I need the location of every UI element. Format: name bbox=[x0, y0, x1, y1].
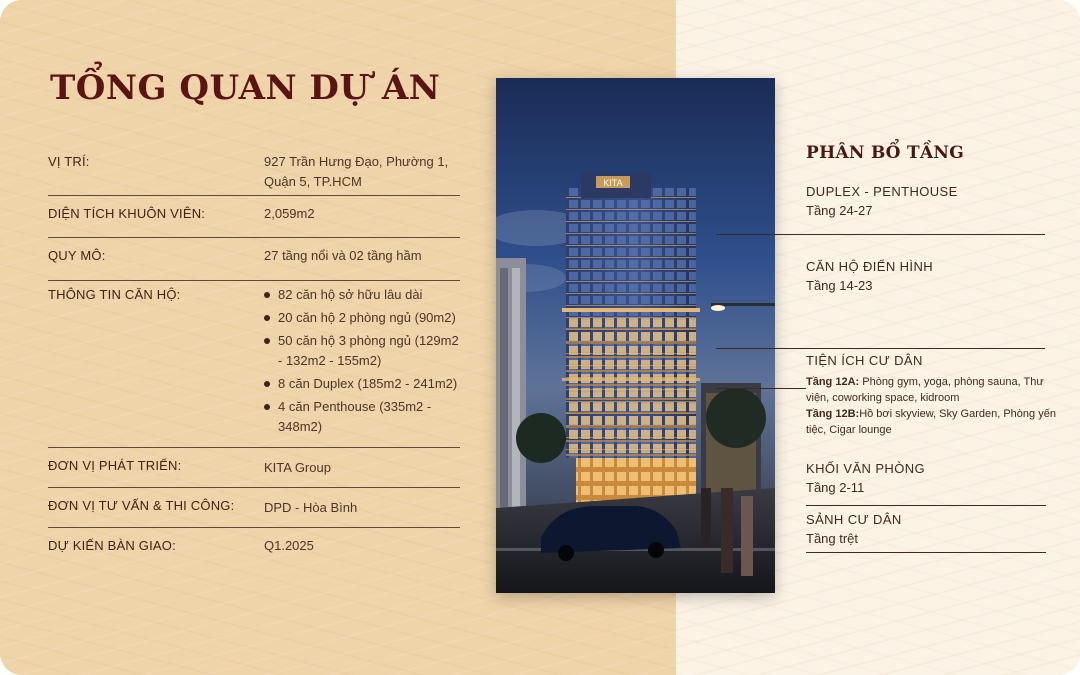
amenity-detail bbox=[806, 374, 1056, 406]
overview-value: Q1.2025 bbox=[264, 538, 314, 553]
floor-range: Tầng 14-23 bbox=[806, 278, 873, 293]
floor-distribution bbox=[806, 0, 1056, 675]
overview-label: ĐƠN VỊ TƯ VẤN & THI CÔNG: bbox=[48, 498, 235, 513]
overview-row-area bbox=[48, 196, 460, 238]
floor-name: DUPLEX - PENTHOUSE bbox=[806, 184, 958, 199]
floor-item-amenities bbox=[806, 352, 1056, 438]
floor-range: Tầng 24-27 bbox=[806, 203, 873, 218]
overview-label: QUY MÔ: bbox=[48, 248, 106, 263]
overview-label: DIỆN TÍCH KHUÔN VIÊN: bbox=[48, 206, 206, 221]
overview-table bbox=[48, 150, 460, 564]
floor-item-lobby bbox=[806, 511, 902, 549]
list-item: 8 căn Duplex (185m2 - 241m2) bbox=[264, 374, 460, 394]
overview-value: 27 tầng nổi và 02 tầng hầm bbox=[264, 248, 422, 263]
floor-name: TIỆN ÍCH CƯ DÂN bbox=[806, 353, 923, 368]
overview-value: DPD - Hòa Bình bbox=[264, 500, 358, 515]
floor-range: Tầng 2-11 bbox=[806, 480, 865, 495]
overview-label: DỰ KIẾN BÀN GIAO: bbox=[48, 538, 176, 553]
list-item: 4 căn Penthouse (335m2 - 348m2) bbox=[264, 397, 460, 437]
floor-name: SẢNH CƯ DÂN bbox=[806, 512, 902, 527]
floor-range: Tầng trệt bbox=[806, 531, 859, 546]
building-illustration bbox=[496, 78, 775, 593]
overview-value bbox=[264, 281, 460, 447]
floor-item-typical-apartment bbox=[806, 258, 933, 296]
amenity-text: Hồ bơi skyview, Sky Garden, Phòng yến tiệc, Cigar lounge bbox=[806, 408, 1056, 436]
overview-label: THÔNG TIN CĂN HỘ: bbox=[48, 287, 181, 302]
overview-value: 927 Trần Hưng Đạo, Phường 1, Quận 5, TP.HCM bbox=[264, 154, 449, 189]
overview-label: ĐƠN VỊ PHÁT TRIỂN: bbox=[48, 458, 182, 473]
floor-connector-line bbox=[716, 388, 806, 389]
building-sign: KITA bbox=[603, 179, 623, 189]
overview-row-apartments bbox=[48, 281, 460, 448]
overview-value: 2,059m2 bbox=[264, 206, 315, 221]
floor-item-duplex-penthouse bbox=[806, 183, 958, 221]
amenity-detail bbox=[806, 406, 1056, 438]
floor-item-office bbox=[806, 460, 925, 498]
apartment-list bbox=[264, 285, 460, 437]
overview-row-location bbox=[48, 150, 460, 196]
overview-row-contractor bbox=[48, 488, 460, 528]
list-item: 82 căn hộ sở hữu lâu dài bbox=[264, 285, 460, 305]
overview-row-developer bbox=[48, 448, 460, 488]
floor-name: KHỐI VĂN PHÒNG bbox=[806, 461, 926, 476]
amenity-floor: Tầng 12B: bbox=[806, 408, 860, 420]
overview-row-handover bbox=[48, 528, 460, 564]
building-image bbox=[496, 78, 775, 593]
amenity-floor: Tầng 12A: bbox=[806, 376, 860, 388]
overview-label: VỊ TRÍ: bbox=[48, 154, 90, 169]
page-title: TỔNG QUAN DỰ ÁN bbox=[50, 68, 441, 108]
list-item: 20 căn hộ 2 phòng ngủ (90m2) bbox=[264, 308, 460, 328]
floor-distribution-title: PHÂN BỔ TẦNG bbox=[806, 143, 965, 163]
amenity-text: Phòng gym, yoga, phòng sauna, Thư viện, coworking space, kidroom bbox=[806, 376, 1044, 404]
overview-row-scale bbox=[48, 238, 460, 281]
floor-name: CĂN HỘ ĐIỂN HÌNH bbox=[806, 259, 934, 274]
overview-value: KITA Group bbox=[264, 460, 331, 475]
list-item: 50 căn hộ 3 phòng ngủ (129m2 - 132m2 - 155m2) bbox=[264, 331, 460, 371]
